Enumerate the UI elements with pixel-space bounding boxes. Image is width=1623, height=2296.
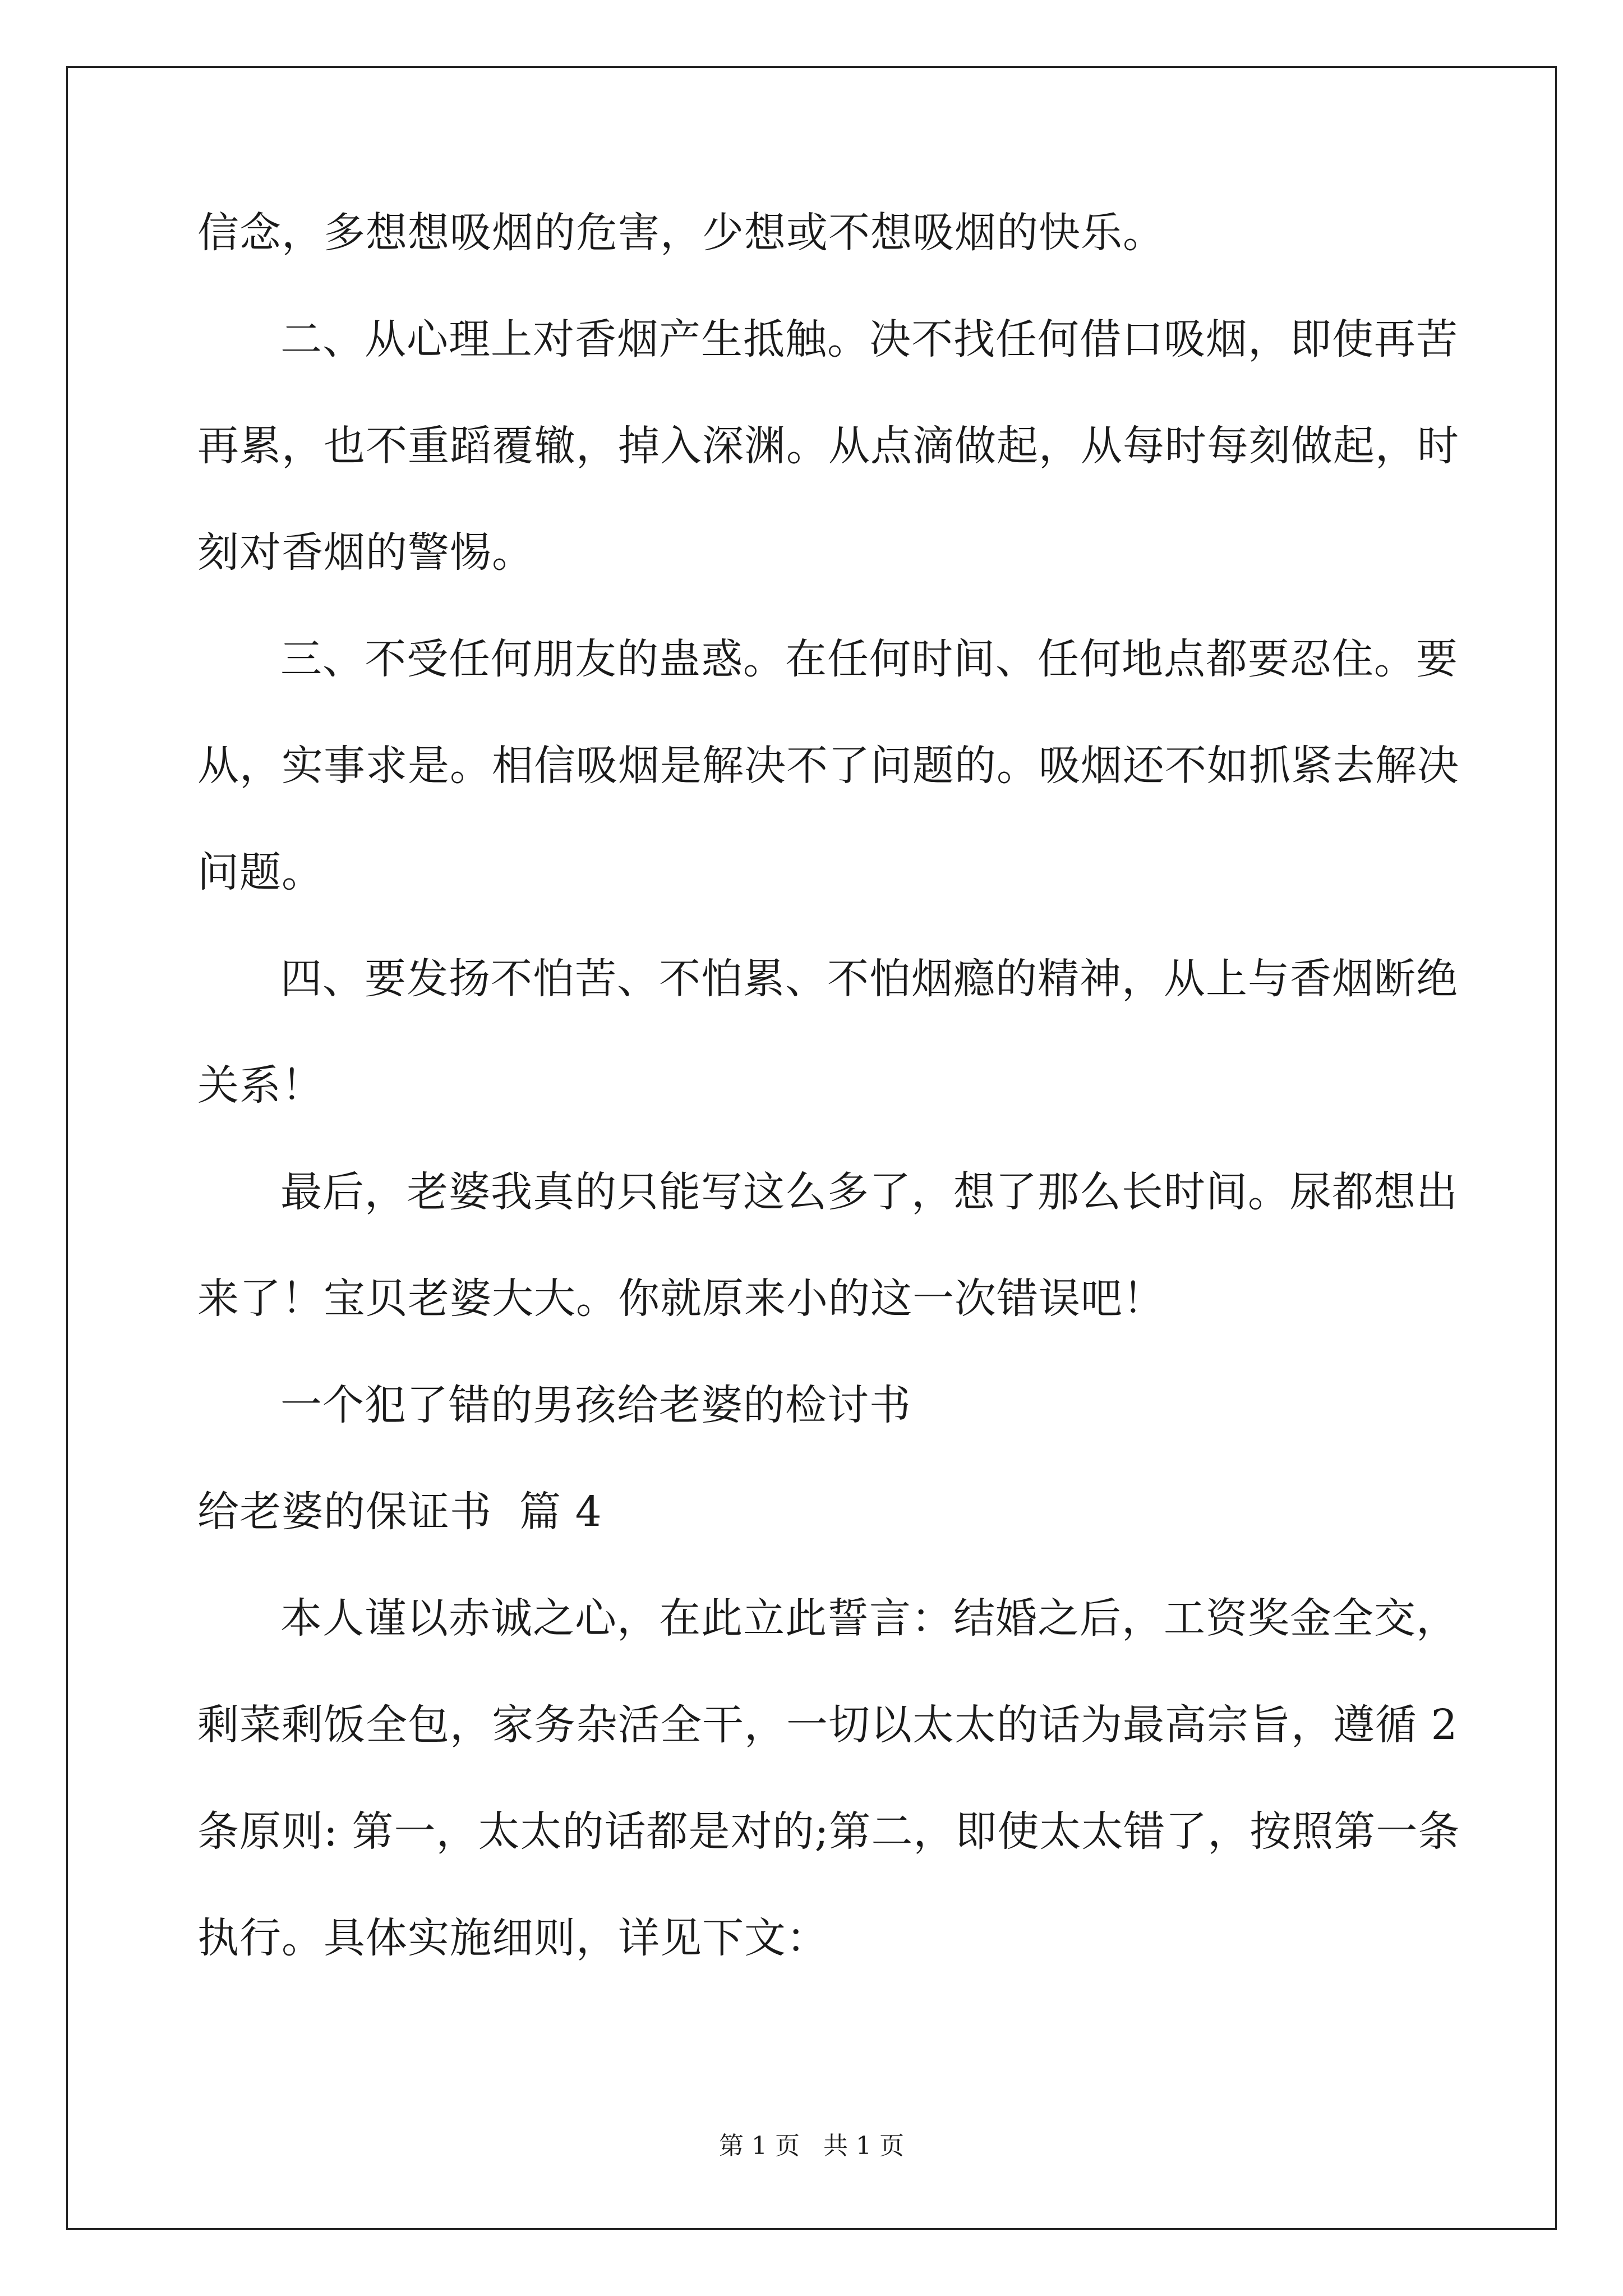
- section-heading: 给老婆的保证书 篇 4: [197, 1488, 602, 1536]
- page-border: [66, 66, 1557, 2230]
- text-line: 执行。具体实施细则，详见下文：: [197, 1914, 828, 1962]
- text-line: 关系！: [197, 1061, 324, 1110]
- text-line: 刻对香烟的警惕。: [197, 528, 534, 577]
- text-line: 从，实事求是。相信吸烟是解决不了问题的。吸烟还不如抓紧去解决: [197, 742, 1459, 790]
- text-line: 来了！宝贝老婆大大。你就原来小的这一次错误吧！: [197, 1274, 1165, 1323]
- text-line: 再累，也不重蹈覆辙，掉入深渊。从点滴做起，从每时每刻做起，时: [197, 422, 1459, 470]
- text-line: 问题。: [197, 848, 324, 896]
- text-line: 本人谨以赤诚之心，在此立此誓言：结婚之后，工资奖金全交，: [280, 1594, 1458, 1642]
- text-line: 条原则: 第一，太太的话都是对的;第二，即使太太错了，按照第一条: [197, 1807, 1460, 1856]
- text-line: 四、要发扬不怕苦、不怕累、不怕烟瘾的精神，从上与香烟断绝: [280, 955, 1458, 1003]
- text-line: 三、不受任何朋友的蛊惑。在任何时间、任何地点都要忍住。要: [280, 635, 1458, 683]
- text-line: 最后，老婆我真的只能写这么多了，想了那么长时间。尿都想出: [280, 1168, 1458, 1216]
- text-line: 二、从心理上对香烟产生抵触。决不找任何借口吸烟，即使再苦: [280, 315, 1458, 364]
- text-line: 剩菜剩饭全包，家务杂活全干，一切以太太的话为最高宗旨，遵循 2: [197, 1701, 1458, 1749]
- text-line: 一个犯了错的男孩给老婆的检讨书: [280, 1381, 911, 1429]
- text-line: 信念，多想想吸烟的危害，少想或不想吸烟的快乐。: [197, 209, 1165, 257]
- page-number: 第 1 页 共 1 页: [719, 2132, 904, 2160]
